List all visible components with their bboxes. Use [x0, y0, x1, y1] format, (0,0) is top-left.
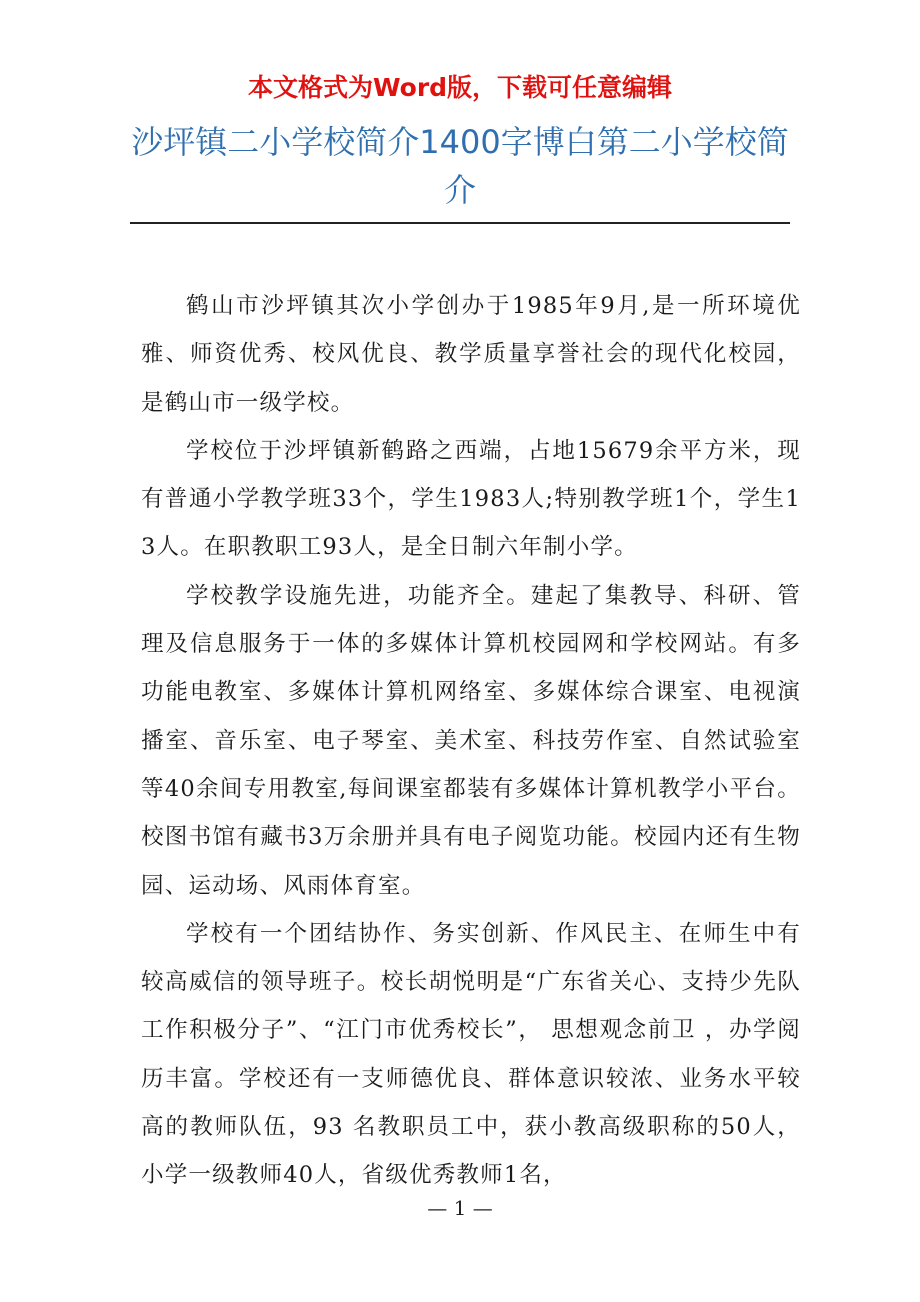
document-title: 沙坪镇二小学校简介1400字博白第二小学校简介 — [131, 123, 789, 209]
page-number: — 1 — — [427, 1196, 493, 1220]
title-divider — [130, 222, 790, 224]
paragraph-staff: 学校有一个团结协作、务实创新、作风民主、在师生中有较高威信的领导班子。校长胡悦明是“广东省关心、支持少先队工作积极分子”、“江门市优秀校长”， 思想观念前卫 ，办学阅历丰富。学校还有一支师德优良、群体意识较浓、业务水平较高的教师队伍，93 名教职员工中，获小教高级职称的50人，小学一级教师40人，省级优秀教师1名， — [141, 920, 801, 1189]
format-notice: 本文格式为Word版，下载可任意编辑 — [247, 73, 673, 102]
paragraph-location: 学校位于沙坪镇新鹤路之西端，占地15679余平方米，现有普通小学教学班33个，学生1983人;特别教学班1个，学生13人。在职教职工93人，是全日制六年制小学。 — [141, 437, 801, 561]
document-body — [141, 282, 801, 1200]
paragraph-intro: 鹤山市沙坪镇其次小学创办于1985年9月,是一所环境优雅、师资优秀、校风优良、教学质量享誉社会的现代化校园，是鹤山市一级学校。 — [141, 293, 801, 416]
paragraph-facilities: 学校教学设施先进，功能齐全。建起了集教导、科研、管理及信息服务于一体的多媒体计算机校园网和学校网站。有多功能电教室、多媒体计算机网络室、多媒体综合课室、电视演播室、音乐室、电子琴室、美术室、科技劳作室、自然试验室等40余间专用教室,每间课室都装有多媒体计算机教学小平台。校图书馆有藏书3万余册并具有电子阅览功能。校园内还有生物园、运动场、风雨体育室。 — [141, 582, 801, 899]
